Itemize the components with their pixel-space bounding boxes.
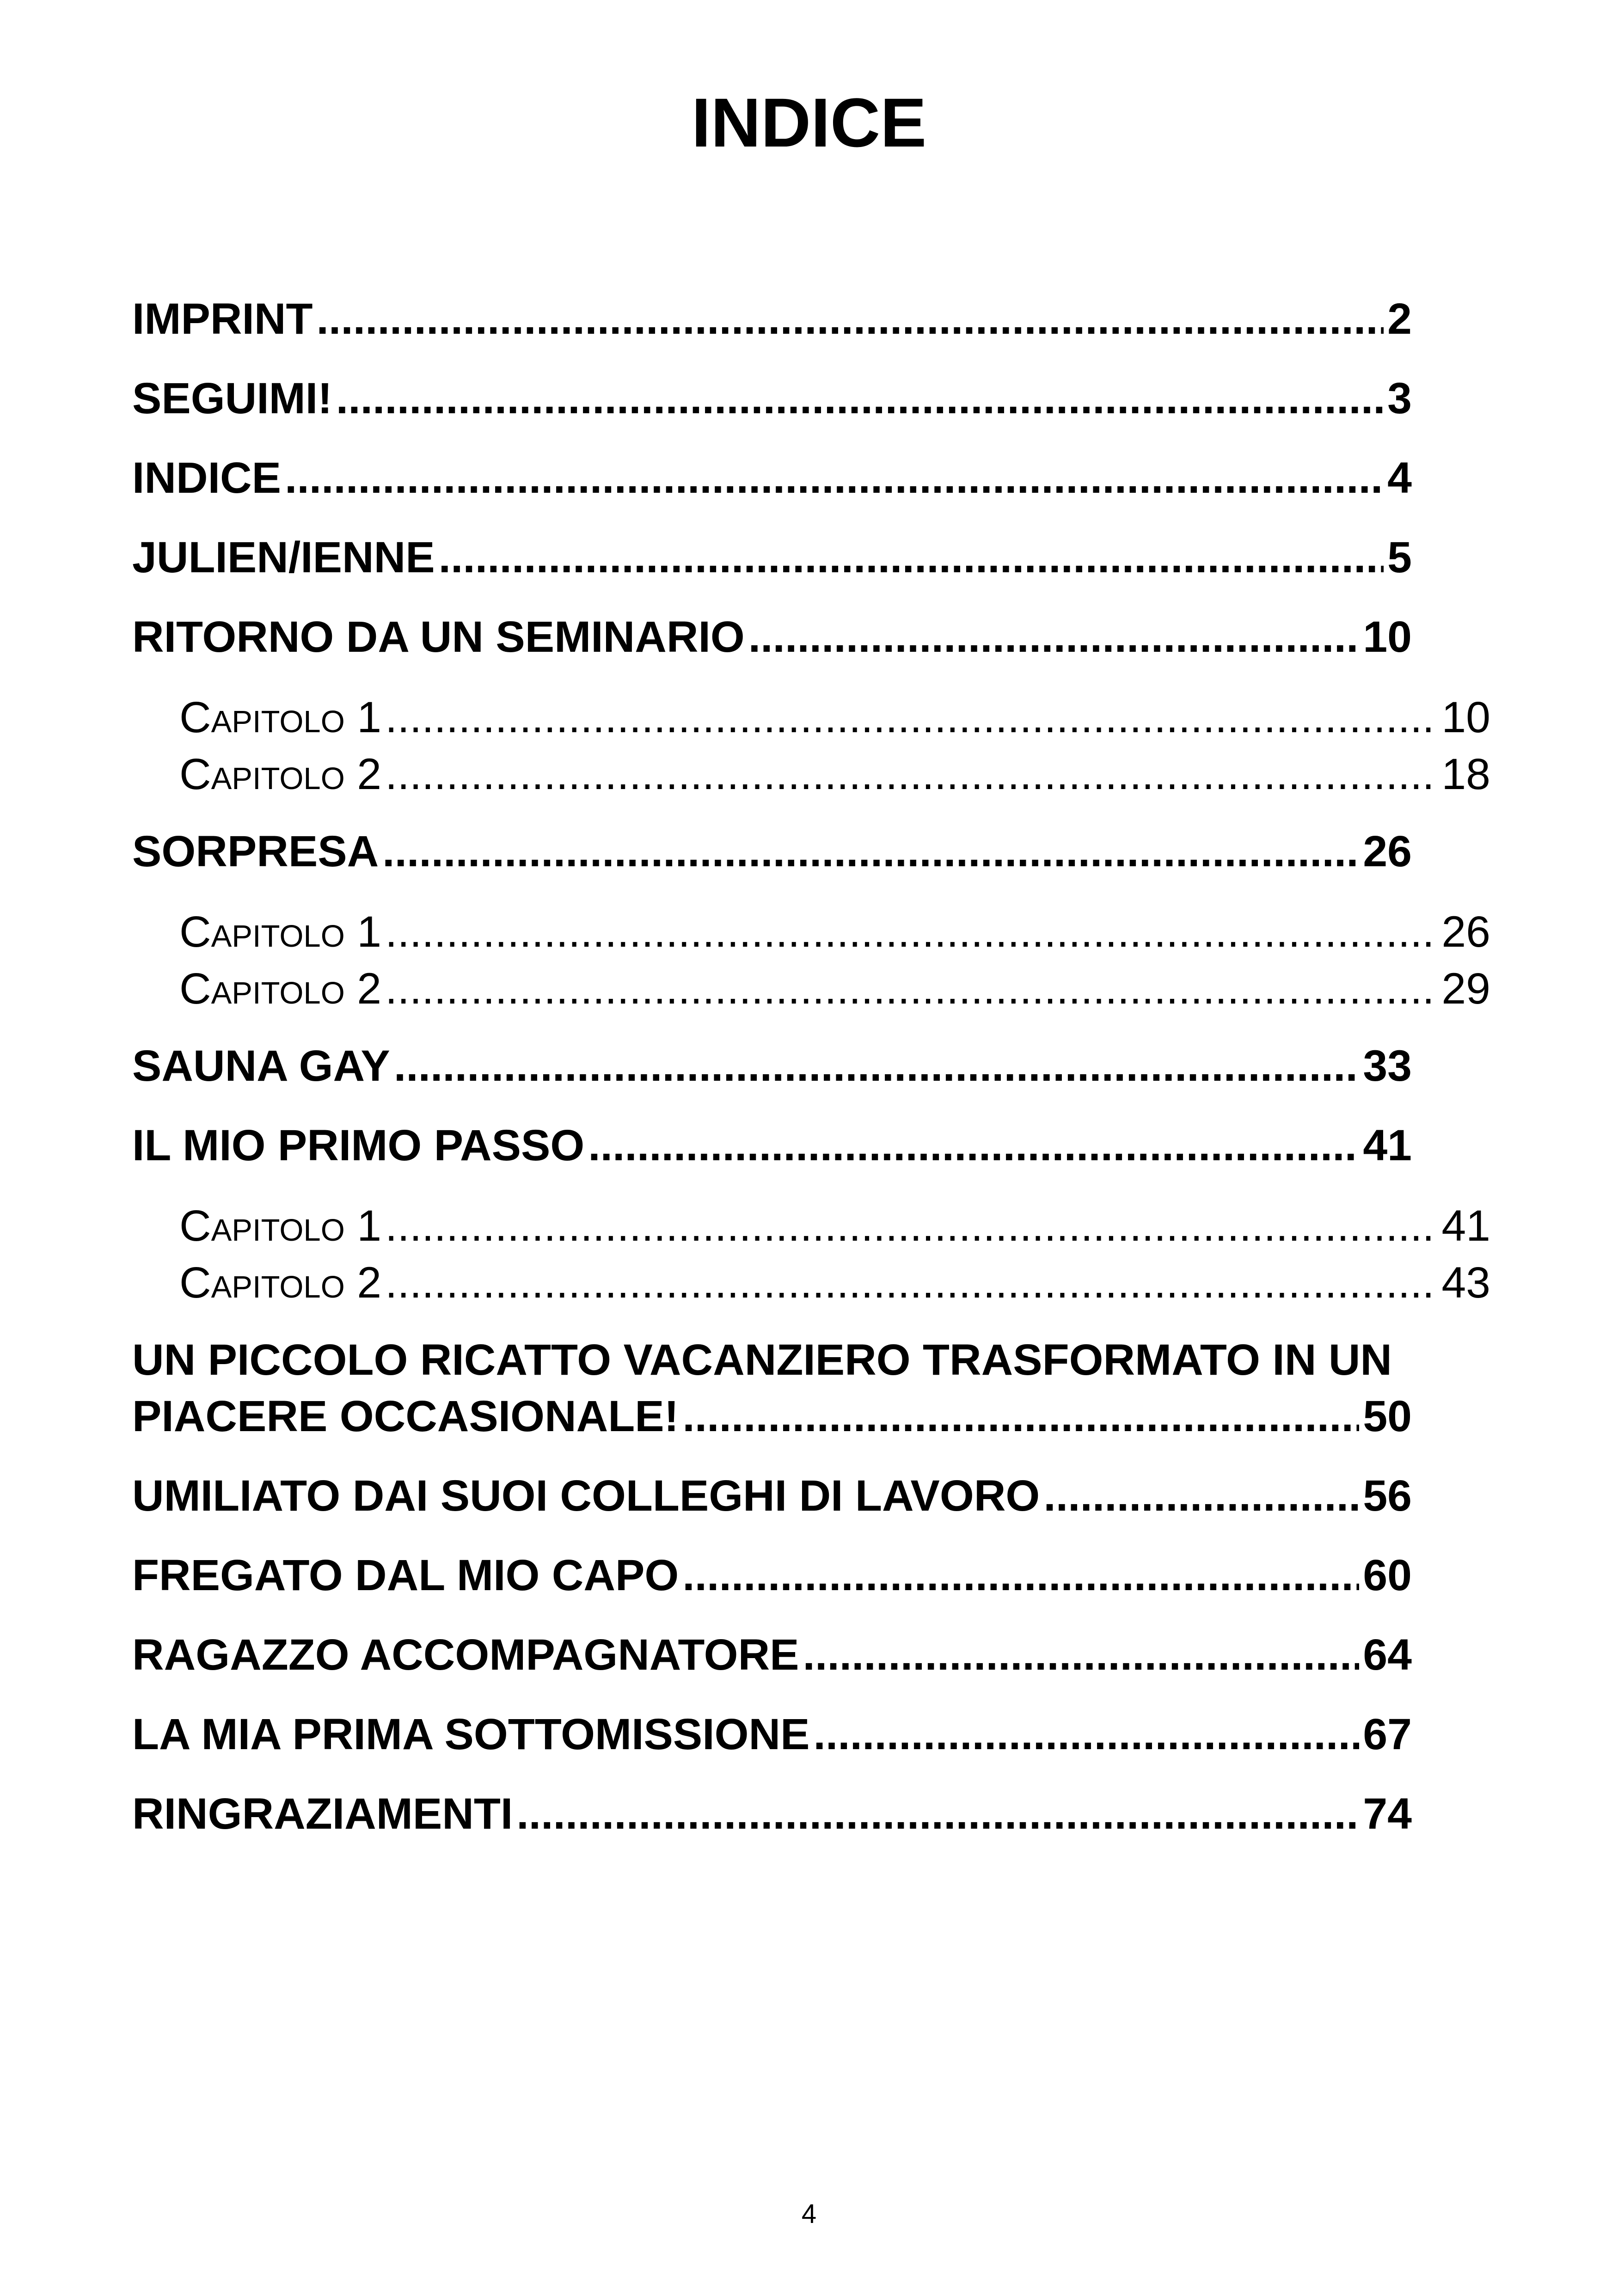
toc-entry-label: INDICE bbox=[132, 453, 281, 502]
toc-subentry-page: 18 bbox=[1441, 750, 1490, 799]
dot-leader bbox=[516, 1787, 1359, 1841]
toc-entry-label: SORPRESA bbox=[132, 827, 379, 876]
toc-entry-page: 74 bbox=[1363, 1789, 1412, 1838]
toc-entry-julien-ienne[interactable] bbox=[132, 531, 1412, 584]
dot-leader bbox=[285, 451, 1384, 505]
toc-subentry-label: Capitolo 1 bbox=[179, 907, 382, 956]
dot-leader bbox=[385, 1256, 1438, 1310]
dot-leader bbox=[336, 372, 1384, 425]
dot-leader bbox=[588, 1119, 1359, 1172]
toc-subentry-page: 43 bbox=[1441, 1258, 1490, 1307]
dot-leader bbox=[385, 905, 1438, 959]
dot-leader bbox=[814, 1708, 1360, 1761]
toc-entry-ritorno-da-un-seminario[interactable] bbox=[132, 610, 1412, 664]
toc-entry-page: 33 bbox=[1363, 1041, 1412, 1090]
footer-page-number: 4 bbox=[801, 2199, 817, 2229]
dot-leader bbox=[317, 292, 1384, 346]
toc-entry-page: 4 bbox=[1387, 453, 1412, 502]
toc-subentry-page: 26 bbox=[1441, 907, 1490, 956]
toc-entry-piccolo-ricatto[interactable] bbox=[132, 1390, 1412, 1443]
page-title: INDICE bbox=[691, 84, 927, 161]
dot-leader bbox=[803, 1628, 1360, 1682]
toc-subentry-label: Capitolo 1 bbox=[179, 1201, 382, 1250]
toc-subentry-label: Capitolo 1 bbox=[179, 693, 382, 742]
toc-entry-indice[interactable] bbox=[132, 451, 1412, 505]
toc-subentry-sorpresa-capitolo-2[interactable] bbox=[179, 962, 1490, 1016]
toc-subentry-sorpresa-capitolo-1[interactable] bbox=[179, 905, 1490, 959]
toc-entry-sauna-gay[interactable] bbox=[132, 1039, 1412, 1093]
dot-leader bbox=[382, 825, 1359, 878]
toc-entry-page: 56 bbox=[1363, 1471, 1412, 1520]
dot-leader bbox=[1043, 1469, 1359, 1523]
dot-leader bbox=[682, 1390, 1359, 1443]
dot-leader bbox=[439, 531, 1384, 584]
toc-subentry-label: Capitolo 2 bbox=[179, 1258, 382, 1307]
toc-subentry-ritorno-capitolo-2[interactable] bbox=[179, 747, 1490, 801]
toc-entry-ragazzo-accompagnatore[interactable] bbox=[132, 1628, 1412, 1682]
toc-entry-label: JULIEN/IENNE bbox=[132, 533, 435, 582]
toc-entry-page: 41 bbox=[1363, 1121, 1412, 1170]
toc-entry-label: LA MIA PRIMA SOTTOMISSIONE bbox=[132, 1710, 810, 1759]
dot-leader bbox=[748, 610, 1360, 664]
toc-entry-page: 2 bbox=[1387, 294, 1412, 343]
dot-leader bbox=[385, 1199, 1438, 1253]
toc-entry-page: 67 bbox=[1363, 1710, 1412, 1759]
toc-entry-label: RITORNO DA UN SEMINARIO bbox=[132, 612, 745, 661]
toc-entry-page: 10 bbox=[1363, 612, 1412, 661]
toc-entry-page: 26 bbox=[1363, 827, 1412, 876]
toc-entry-il-mio-primo-passo[interactable] bbox=[132, 1119, 1412, 1172]
toc-entry-page: 50 bbox=[1363, 1392, 1412, 1441]
toc-subentry-label: Capitolo 2 bbox=[179, 964, 382, 1013]
toc-entry-page: 64 bbox=[1363, 1630, 1412, 1679]
toc-subentry-page: 10 bbox=[1441, 693, 1490, 742]
toc-entry-label: SEGUIMI! bbox=[132, 374, 332, 423]
toc-subentry-label: Capitolo 2 bbox=[179, 750, 382, 799]
dot-leader bbox=[394, 1039, 1360, 1093]
toc-entry-umiliato[interactable] bbox=[132, 1469, 1412, 1523]
toc-entry-label: UMILIATO DAI SUOI COLLEGHI DI LAVORO bbox=[132, 1471, 1040, 1520]
dot-leader bbox=[385, 691, 1438, 744]
toc-entry-page: 60 bbox=[1363, 1551, 1412, 1600]
dot-leader bbox=[385, 962, 1438, 1016]
dot-leader bbox=[385, 747, 1438, 801]
toc-subentry-primo-passo-capitolo-1[interactable] bbox=[179, 1199, 1490, 1253]
toc-entry-label: SAUNA GAY bbox=[132, 1041, 390, 1090]
dot-leader bbox=[682, 1549, 1359, 1602]
toc-entry-imprint[interactable] bbox=[132, 292, 1412, 346]
toc-entry-prima-sottomissione[interactable] bbox=[132, 1708, 1412, 1761]
toc-entry-label-line1[interactable]: UN PICCOLO RICATTO VACANZIERO TRASFORMATO IN UN bbox=[132, 1335, 1392, 1384]
toc-entry-seguimi[interactable] bbox=[132, 372, 1412, 425]
toc-entry-page: 3 bbox=[1387, 374, 1412, 423]
toc-entry-sorpresa[interactable] bbox=[132, 825, 1412, 878]
toc-entry-label: IL MIO PRIMO PASSO bbox=[132, 1121, 585, 1170]
toc-subentry-ritorno-capitolo-1[interactable] bbox=[179, 691, 1490, 744]
toc-entry-page: 5 bbox=[1387, 533, 1412, 582]
toc-entry-label: RINGRAZIAMENTI bbox=[132, 1789, 513, 1838]
toc-subentry-page: 41 bbox=[1441, 1201, 1490, 1250]
toc-subentry-page: 29 bbox=[1441, 964, 1490, 1013]
toc-entry-label: PIACERE OCCASIONALE! bbox=[132, 1392, 679, 1441]
toc-entry-label: FREGATO DAL MIO CAPO bbox=[132, 1551, 679, 1600]
toc-subentry-primo-passo-capitolo-2[interactable] bbox=[179, 1256, 1490, 1310]
toc-entry-ringraziamenti[interactable] bbox=[132, 1787, 1412, 1841]
toc-entry-label: RAGAZZO ACCOMPAGNATORE bbox=[132, 1630, 799, 1679]
toc-entry-label: IMPRINT bbox=[132, 294, 313, 343]
toc-entry-fregato[interactable] bbox=[132, 1549, 1412, 1602]
